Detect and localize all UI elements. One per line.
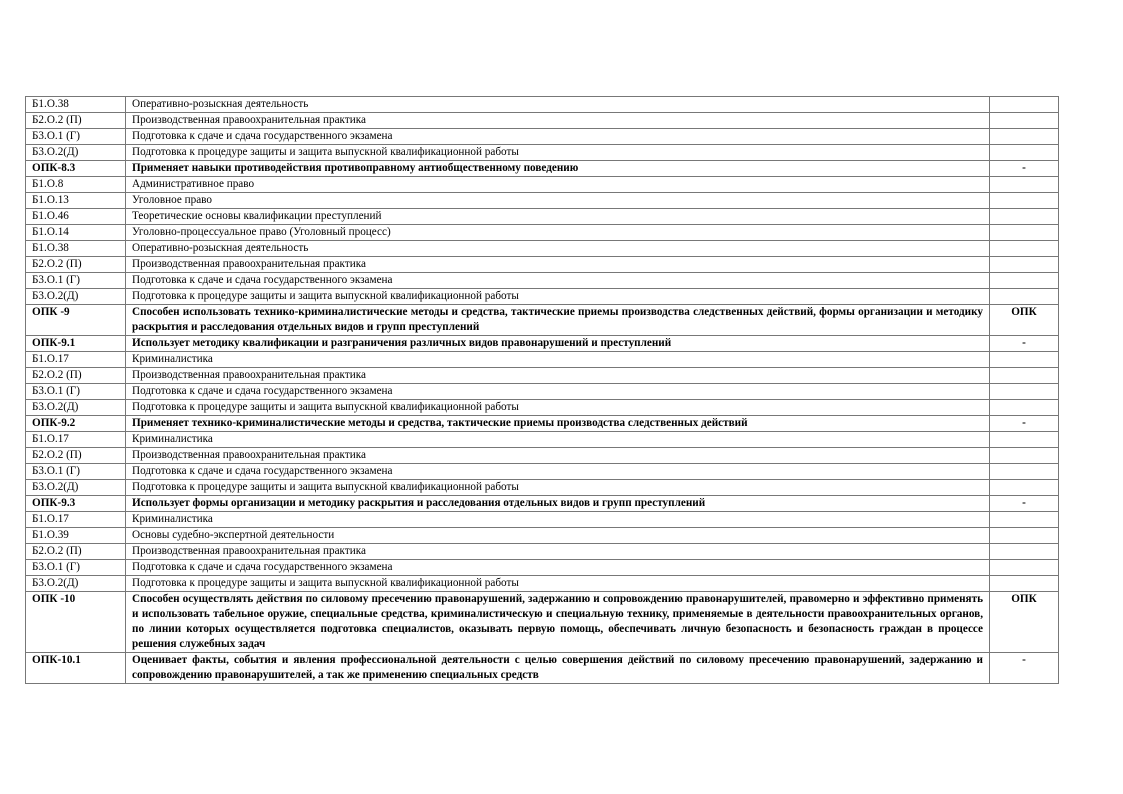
discipline-row	[26, 432, 1059, 448]
discipline-name-cell: Производственная правоохранительная практика	[126, 448, 990, 464]
competency-row	[26, 305, 1059, 336]
competency-description-cell: Применяет технико-криминалистические методы и средства, тактические приемы производства следственных действий	[126, 416, 990, 432]
mark-cell: -	[990, 161, 1059, 177]
code-cell: Б1.О.13	[26, 193, 126, 209]
discipline-name-cell: Подготовка к процедуре защиты и защита выпускной квалификационной работы	[126, 289, 990, 305]
code-cell: ОПК -10	[26, 592, 126, 653]
discipline-row	[26, 129, 1059, 145]
code-cell: Б3.О.1 (Г)	[26, 560, 126, 576]
competency-table-body	[26, 97, 1059, 684]
discipline-row	[26, 576, 1059, 592]
discipline-name-cell: Производственная правоохранительная практика	[126, 257, 990, 273]
mark-cell	[990, 560, 1059, 576]
discipline-name-cell: Криминалистика	[126, 352, 990, 368]
discipline-name-cell: Производственная правоохранительная практика	[126, 544, 990, 560]
code-cell: Б3.О.2(Д)	[26, 400, 126, 416]
competency-description-cell: Использует методику квалификации и разграничения различных видов правонарушений и преступлений	[126, 336, 990, 352]
mark-cell	[990, 352, 1059, 368]
code-cell: Б1.О.38	[26, 241, 126, 257]
competency-table	[25, 96, 1059, 684]
mark-cell	[990, 113, 1059, 129]
mark-cell	[990, 225, 1059, 241]
mark-cell	[990, 129, 1059, 145]
discipline-row	[26, 400, 1059, 416]
code-cell: Б3.О.1 (Г)	[26, 464, 126, 480]
competency-row	[26, 653, 1059, 684]
code-cell: Б3.О.1 (Г)	[26, 384, 126, 400]
discipline-name-cell: Подготовка к сдаче и сдача государственного экзамена	[126, 273, 990, 289]
competency-row	[26, 161, 1059, 177]
discipline-name-cell: Подготовка к сдаче и сдача государственного экзамена	[126, 560, 990, 576]
code-cell: Б1.О.46	[26, 209, 126, 225]
discipline-name-cell: Производственная правоохранительная практика	[126, 113, 990, 129]
mark-cell: -	[990, 496, 1059, 512]
discipline-row	[26, 384, 1059, 400]
mark-cell	[990, 432, 1059, 448]
discipline-row	[26, 177, 1059, 193]
mark-cell	[990, 576, 1059, 592]
code-cell: Б3.О.2(Д)	[26, 480, 126, 496]
code-cell: Б2.О.2 (П)	[26, 113, 126, 129]
code-cell: Б2.О.2 (П)	[26, 257, 126, 273]
discipline-row	[26, 464, 1059, 480]
discipline-name-cell: Подготовка к процедуре защиты и защита выпускной квалификационной работы	[126, 400, 990, 416]
mark-cell	[990, 512, 1059, 528]
competency-row	[26, 496, 1059, 512]
discipline-row	[26, 560, 1059, 576]
discipline-row	[26, 225, 1059, 241]
code-cell: ОПК -9	[26, 305, 126, 336]
code-cell: Б1.О.39	[26, 528, 126, 544]
discipline-row	[26, 368, 1059, 384]
code-cell: Б1.О.14	[26, 225, 126, 241]
mark-cell: -	[990, 336, 1059, 352]
mark-cell	[990, 193, 1059, 209]
discipline-row	[26, 528, 1059, 544]
code-cell: Б3.О.2(Д)	[26, 145, 126, 161]
mark-cell	[990, 368, 1059, 384]
competency-description-cell: Применяет навыки противодействия противоправному антиобщественному поведению	[126, 161, 990, 177]
discipline-name-cell: Оперативно-розыскная деятельность	[126, 241, 990, 257]
discipline-name-cell: Уголовное право	[126, 193, 990, 209]
code-cell: ОПК-10.1	[26, 653, 126, 684]
discipline-name-cell: Подготовка к сдаче и сдача государственного экзамена	[126, 129, 990, 145]
code-cell: ОПК-9.3	[26, 496, 126, 512]
code-cell: Б2.О.2 (П)	[26, 544, 126, 560]
code-cell: Б2.О.2 (П)	[26, 368, 126, 384]
code-cell: Б2.О.2 (П)	[26, 448, 126, 464]
discipline-name-cell: Теоретические основы квалификации преступлений	[126, 209, 990, 225]
mark-cell	[990, 241, 1059, 257]
competency-description-cell: Способен осуществлять действия по силовому пресечению правонарушений, задержанию и сопровождению правонарушителей, правомерно и эффективно применять и использовать табельное оружие, специальные средства, криминалистическую и специальную технику, применяемые в деятельности правоохранительных органов, по линии которых осуществляется подготовка специалистов, оказывать первую помощь, обеспечивать личную безопасность и безопасность граждан в процессе решения служебных задач	[126, 592, 990, 653]
code-cell: ОПК-8.3	[26, 161, 126, 177]
competency-row	[26, 336, 1059, 352]
competency-description-cell: Оценивает факты, события и явления профессиональной деятельности с целью совершения действий по силовому пресечению правонарушений, задержанию и сопровождению правонарушителей, а так же применению специальных средств	[126, 653, 990, 684]
code-cell: Б3.О.1 (Г)	[26, 273, 126, 289]
discipline-row	[26, 97, 1059, 113]
discipline-row	[26, 289, 1059, 305]
discipline-row	[26, 145, 1059, 161]
discipline-row	[26, 480, 1059, 496]
discipline-name-cell: Криминалистика	[126, 512, 990, 528]
code-cell: Б3.О.1 (Г)	[26, 129, 126, 145]
discipline-row	[26, 113, 1059, 129]
code-cell: ОПК-9.1	[26, 336, 126, 352]
discipline-name-cell: Подготовка к процедуре защиты и защита выпускной квалификационной работы	[126, 576, 990, 592]
code-cell: Б1.О.38	[26, 97, 126, 113]
discipline-row	[26, 448, 1059, 464]
discipline-name-cell: Оперативно-розыскная деятельность	[126, 97, 990, 113]
mark-cell	[990, 464, 1059, 480]
competency-row	[26, 592, 1059, 653]
discipline-row	[26, 544, 1059, 560]
mark-cell	[990, 448, 1059, 464]
discipline-row	[26, 257, 1059, 273]
discipline-row	[26, 209, 1059, 225]
mark-cell	[990, 480, 1059, 496]
code-cell: Б1.О.17	[26, 352, 126, 368]
code-cell: Б1.О.17	[26, 512, 126, 528]
code-cell: Б3.О.2(Д)	[26, 576, 126, 592]
mark-cell	[990, 384, 1059, 400]
mark-cell	[990, 257, 1059, 273]
mark-cell: -	[990, 653, 1059, 684]
code-cell: Б3.О.2(Д)	[26, 289, 126, 305]
mark-cell: ОПК	[990, 592, 1059, 653]
mark-cell	[990, 97, 1059, 113]
mark-cell	[990, 209, 1059, 225]
mark-cell: ОПК	[990, 305, 1059, 336]
discipline-row	[26, 241, 1059, 257]
discipline-name-cell: Криминалистика	[126, 432, 990, 448]
mark-cell	[990, 544, 1059, 560]
discipline-name-cell: Основы судебно-экспертной деятельности	[126, 528, 990, 544]
discipline-name-cell: Подготовка к процедуре защиты и защита выпускной квалификационной работы	[126, 145, 990, 161]
competency-row	[26, 416, 1059, 432]
mark-cell: -	[990, 416, 1059, 432]
mark-cell	[990, 145, 1059, 161]
competency-description-cell: Использует формы организации и методику раскрытия и расследования отдельных видов и групп преступлений	[126, 496, 990, 512]
code-cell: Б1.О.8	[26, 177, 126, 193]
mark-cell	[990, 400, 1059, 416]
discipline-row	[26, 273, 1059, 289]
discipline-name-cell: Подготовка к процедуре защиты и защита выпускной квалификационной работы	[126, 480, 990, 496]
mark-cell	[990, 289, 1059, 305]
competency-description-cell: Способен использовать технико-криминалистические методы и средства, тактические приемы производства следственных действий, формы организации и методику раскрытия и расследования отдельных видов и групп преступлений	[126, 305, 990, 336]
discipline-name-cell: Производственная правоохранительная практика	[126, 368, 990, 384]
discipline-row	[26, 193, 1059, 209]
discipline-name-cell: Административное право	[126, 177, 990, 193]
mark-cell	[990, 528, 1059, 544]
code-cell: ОПК-9.2	[26, 416, 126, 432]
discipline-name-cell: Подготовка к сдаче и сдача государственного экзамена	[126, 384, 990, 400]
discipline-row	[26, 352, 1059, 368]
discipline-name-cell: Уголовно-процессуальное право (Уголовный процесс)	[126, 225, 990, 241]
code-cell: Б1.О.17	[26, 432, 126, 448]
discipline-name-cell: Подготовка к сдаче и сдача государственного экзамена	[126, 464, 990, 480]
discipline-row	[26, 512, 1059, 528]
mark-cell	[990, 273, 1059, 289]
mark-cell	[990, 177, 1059, 193]
